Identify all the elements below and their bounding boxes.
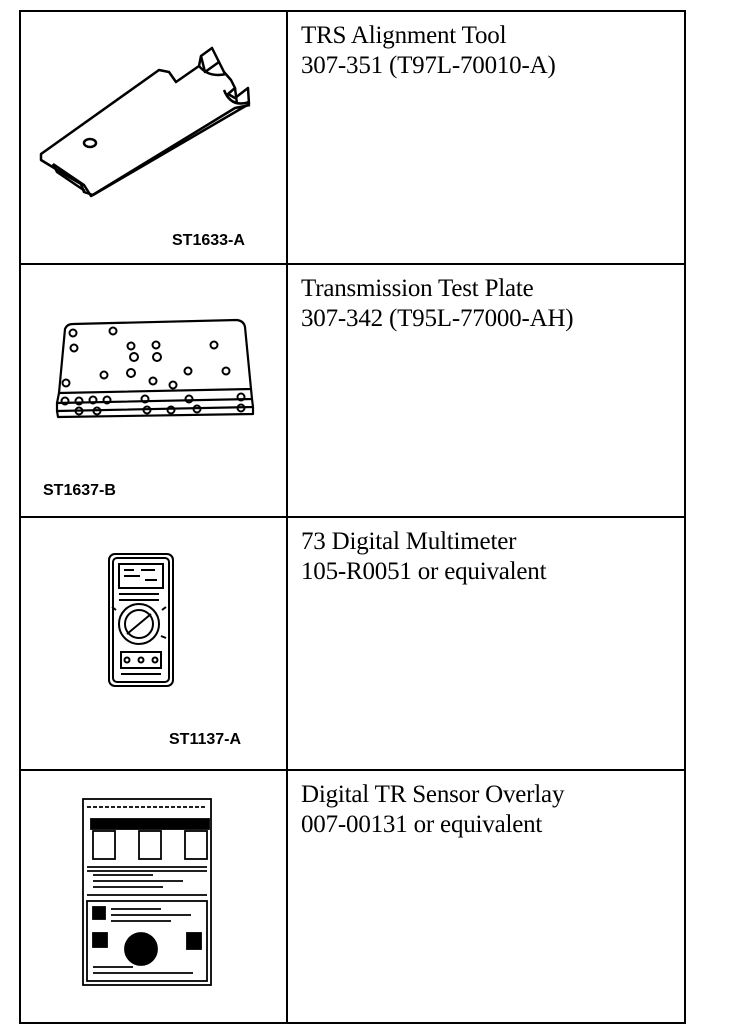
table-row [20, 264, 685, 517]
tool-description-cell [287, 11, 685, 264]
tool-illustration-cell [20, 770, 287, 1023]
illustration-code: ST1637-B [43, 482, 116, 499]
digital-multimeter-icon [21, 518, 286, 769]
tool-description-cell [287, 517, 685, 770]
tool-name: Transmission Test Plate [301, 275, 534, 302]
tool-name: TRS Alignment Tool [301, 22, 507, 49]
transmission-test-plate-icon [21, 265, 286, 516]
tool-number: 307-351 (T97L-70010-A) [301, 52, 556, 79]
tool-number: 307-342 (T95L-77000-AH) [301, 305, 574, 332]
table-row [20, 517, 685, 770]
tool-illustration-cell [20, 11, 287, 264]
table-row [20, 770, 685, 1023]
tool-illustration-cell [20, 517, 287, 770]
illustration-code: ST1137-A [169, 731, 242, 748]
tool-name: Digital TR Sensor Overlay [301, 781, 565, 808]
tool-number: 007-00131 or equivalent [301, 811, 543, 838]
tr-sensor-overlay-icon [21, 771, 286, 1022]
tool-description-cell [287, 264, 685, 517]
tool-illustration-cell [20, 264, 287, 517]
trs-alignment-tool-icon [21, 12, 286, 263]
tool-description-cell [287, 770, 685, 1023]
tool-number: 105-R0051 or equivalent [301, 558, 547, 585]
illustration-code: ST1633-A [172, 232, 245, 249]
tool-name: 73 Digital Multimeter [301, 528, 517, 555]
table-row [20, 11, 685, 264]
special-tools-table [19, 10, 686, 1024]
